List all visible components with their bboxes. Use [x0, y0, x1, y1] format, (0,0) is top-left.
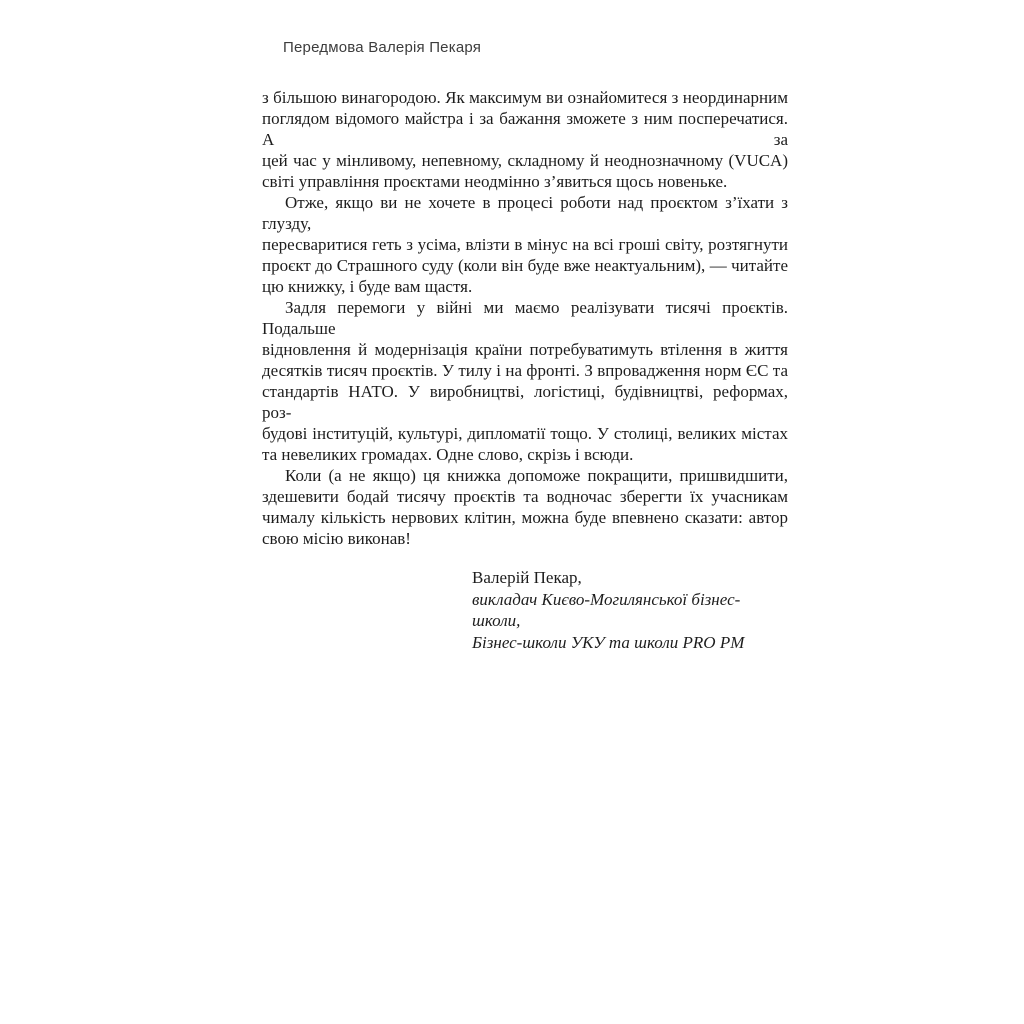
- text-line: відновлення й модернізація країни потребуватимуть втілення в життя: [262, 340, 788, 359]
- text-line: чималу кількість нервових клітин, можна буде впевнено сказати: автор: [262, 508, 788, 527]
- text-line: проєкт до Страшного суду (коли він буде вже неактуальним), — читайте: [262, 256, 788, 275]
- text-line: поглядом відомого майстра і за бажання зможете з ним посперечатися. А за: [262, 109, 788, 149]
- signature-role-line: викладач Києво-Могилянської бізнес-школи,: [472, 589, 741, 630]
- text-line: десятків тисяч проєктів. У тилу і на фронті. З впровадження норм ЄС та: [262, 361, 788, 380]
- text-line: будові інституцій, культурі, дипломатії тощо. У столиці, великих містах: [262, 424, 788, 443]
- body-text: [262, 87, 788, 653]
- text-line: цей час у мінливому, непевному, складному й неоднозначному (VUCA): [262, 151, 788, 170]
- paragraph: [262, 87, 788, 192]
- text-line: цю книжку, і буде вам щастя.: [262, 277, 473, 296]
- signature-block: [472, 567, 788, 653]
- paragraph: [262, 192, 788, 297]
- signature-role-line: Бізнес-школи УКУ та школи PRO PM: [472, 632, 745, 652]
- text-line: Задля перемоги у війні ми маємо реалізувати тисячі проєктів. Подальше: [262, 298, 788, 338]
- text-line: Коли (а не якщо) ця книжка допоможе покращити, пришвидшити,: [285, 466, 788, 485]
- text-line: стандартів НАТО. У виробництві, логістиці, будівництві, реформах, роз-: [262, 382, 788, 422]
- text-line: здешевити бодай тисячу проєктів та водночас зберегти їх учасникам: [262, 487, 788, 506]
- text-line: світі управління проєктами неодмінно з’явиться щось новеньке.: [262, 172, 728, 191]
- paragraph: [262, 297, 788, 465]
- text-line: та невеликих громадах. Одне слово, скрізь і всюди.: [262, 445, 634, 464]
- text-line: пересваритися геть з усіма, влізти в мінус на всі гроші світу, розтягнути: [262, 235, 788, 254]
- paragraph: [262, 465, 788, 549]
- signature-name: Валерій Пекар,: [472, 568, 582, 587]
- text-line: з більшою винагородою. Як максимум ви ознайомитеся з неординарним: [262, 88, 788, 107]
- running-header: Передмова Валерія Пекаря: [283, 39, 482, 56]
- text-line: свою місію виконав!: [262, 529, 411, 548]
- text-line: Отже, якщо ви не хочете в процесі роботи над проєктом з’їхати з глузду,: [262, 193, 788, 233]
